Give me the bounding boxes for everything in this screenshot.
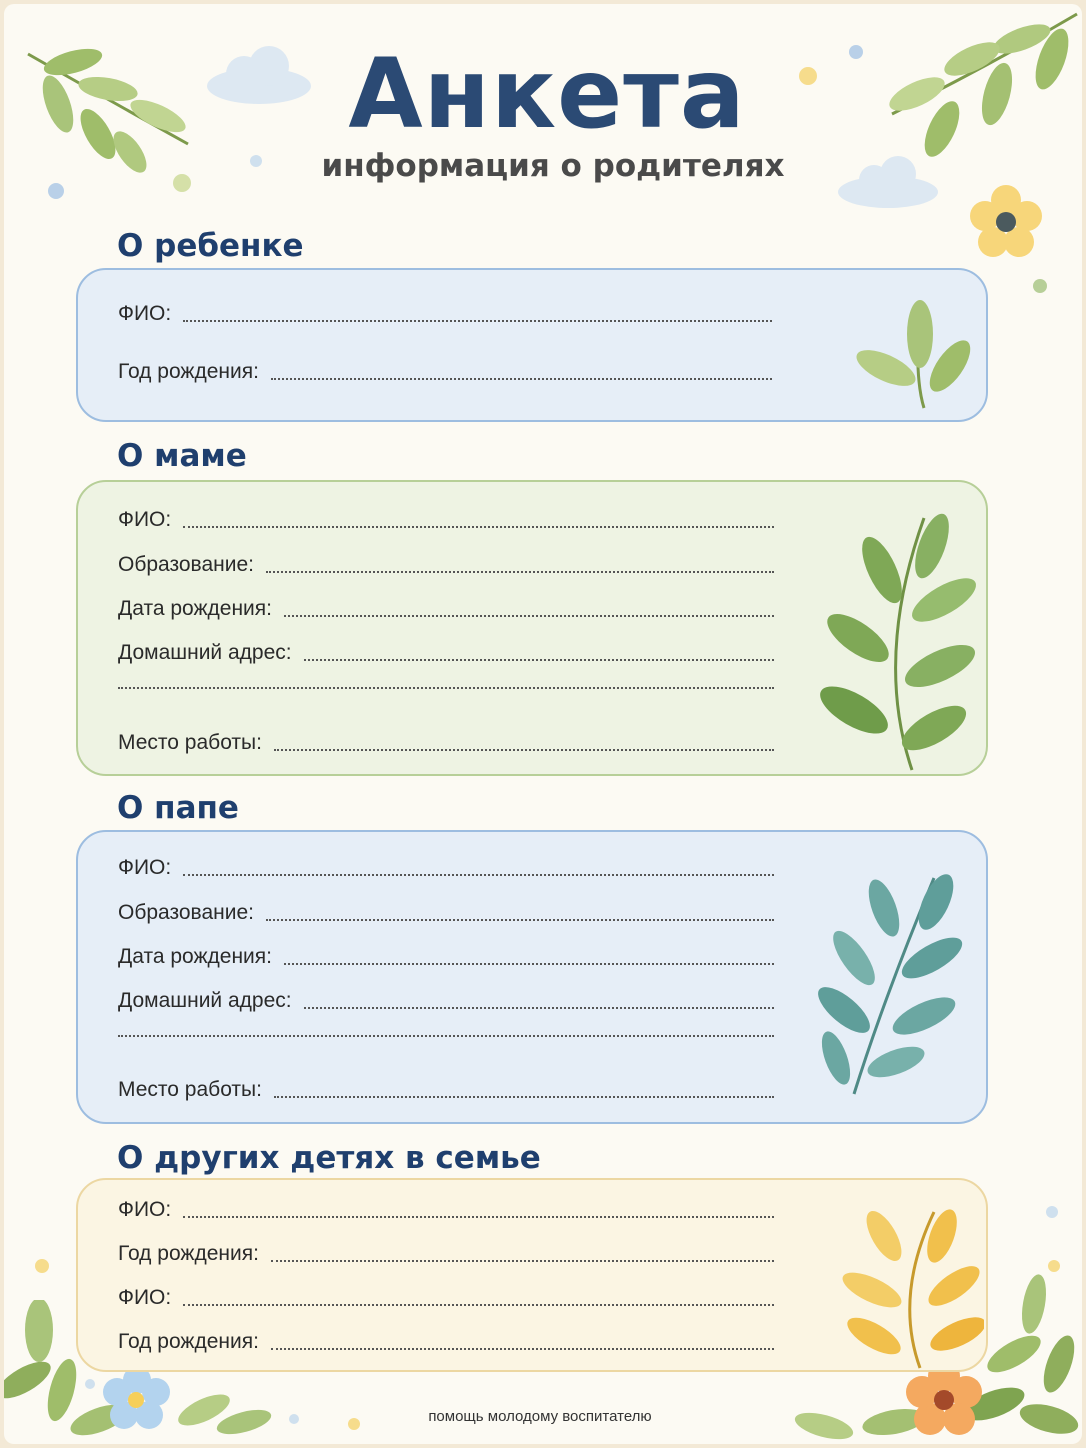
fill-line [271,377,772,380]
fill-line [183,1215,774,1218]
card-siblings [76,1178,988,1372]
card-mother [76,480,988,776]
field-label: Год рождения: [118,360,259,383]
child-birth-year-field[interactable] [118,360,772,384]
father-fullname-field[interactable] [118,856,774,880]
child-fullname-field[interactable] [118,302,772,326]
fill-line [183,873,774,876]
sibling2-fullname-field[interactable] [118,1286,774,1310]
sibling1-fullname-field[interactable] [118,1198,774,1222]
section-heading-child: О ребенке [117,228,304,264]
father-workplace-field[interactable] [118,1078,774,1102]
mother-home-address-field[interactable] [118,641,774,665]
field-label: Место работы: [118,1078,262,1101]
field-label: Дата рождения: [118,597,272,620]
leaf-branch-teal-icon [814,869,964,1094]
leaf-branch-yellow-icon [838,1206,984,1368]
mother-fullname-field[interactable] [118,508,774,532]
fill-line [266,570,774,573]
yellow-flower-icon [964,180,1048,264]
field-label: Образование: [118,553,254,576]
father-education-field[interactable] [118,901,774,925]
field-label: Место работы: [118,731,262,754]
field-label: ФИО: [118,1198,172,1221]
card-father [76,830,988,1124]
mother-education-field[interactable] [118,553,774,577]
field-label: ФИО: [118,856,172,879]
fill-line [271,1259,774,1262]
footer-caption: помощь молодому воспитателю [428,1408,652,1425]
fill-line [183,525,774,528]
fill-line [183,1303,774,1306]
field-label: Дата рождения: [118,945,272,968]
mother-home-address-continued-field[interactable] [118,686,774,693]
fill-line [118,1034,774,1037]
field-label: Домашний адрес: [118,989,292,1012]
mother-birth-date-field[interactable] [118,597,774,621]
fill-line [284,614,774,617]
page-subtitle: информация о родителях [321,148,785,184]
leaf-sprig-icon [854,296,974,411]
field-label: Год рождения: [118,1242,259,1265]
sibling2-birth-year-field[interactable] [118,1330,774,1354]
questionnaire-page [4,4,1082,1444]
leaf-branch-green-icon [814,510,982,770]
field-label: ФИО: [118,1286,172,1309]
fill-line [266,918,774,921]
dot-right-icon [1044,1204,1064,1224]
field-label: ФИО: [118,302,172,325]
field-label: ФИО: [118,508,172,531]
fill-line [274,748,774,751]
fill-line [304,1006,774,1009]
fill-line [271,1347,774,1350]
mother-workplace-field[interactable] [118,731,774,755]
fill-line [274,1095,774,1098]
fill-line [183,319,772,322]
section-heading-mother: О маме [117,438,247,474]
fill-line [118,686,774,689]
section-heading-father: О папе [117,790,239,826]
field-label: Год рождения: [118,1330,259,1353]
father-birth-date-field[interactable] [118,945,774,969]
field-label: Домашний адрес: [118,641,292,664]
fill-line [284,962,774,965]
page-title: Анкета [348,38,746,150]
field-label: Образование: [118,901,254,924]
father-home-address-continued-field[interactable] [118,1034,774,1041]
section-heading-siblings: О других детях в семье [117,1140,541,1176]
sibling1-birth-year-field[interactable] [118,1242,774,1266]
fill-line [304,658,774,661]
card-child [76,268,988,422]
father-home-address-field[interactable] [118,989,774,1013]
